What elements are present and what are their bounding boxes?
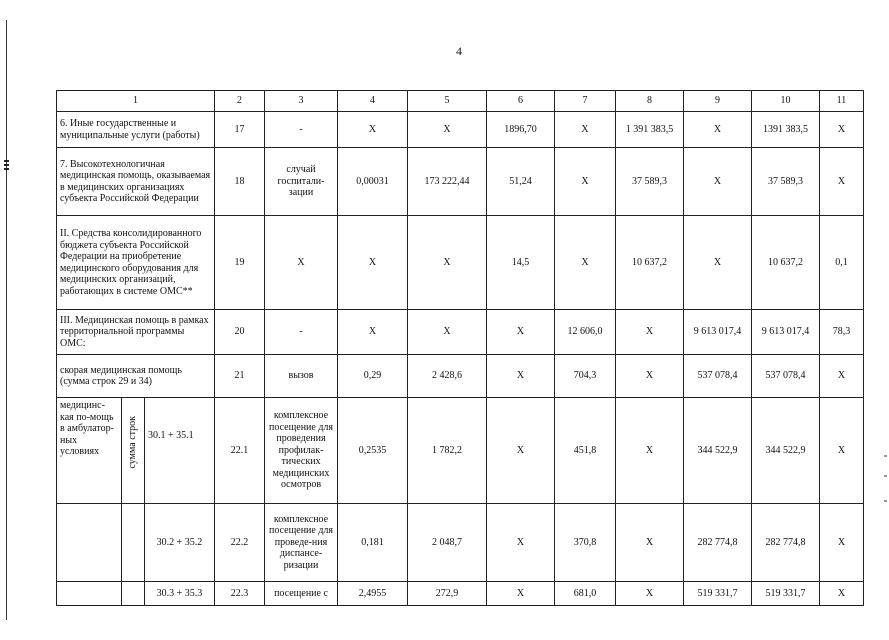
- table-cell: 22.2: [215, 504, 265, 582]
- table-row: [57, 582, 864, 606]
- header-cell: 7: [555, 91, 616, 112]
- table-cell: 17: [215, 112, 265, 148]
- group-vertical-label: сумма строк: [127, 416, 139, 469]
- table-header-row: [57, 91, 864, 112]
- table-cell: Х: [684, 216, 752, 310]
- table-cell: Х: [487, 355, 555, 398]
- table-row: [57, 355, 864, 398]
- header-cell: 4: [338, 91, 408, 112]
- subrow-ref: 30.3 + 35.3: [145, 582, 215, 606]
- scan-edge-mark: [884, 455, 887, 457]
- table-cell: Х: [820, 148, 864, 216]
- group-label: медицинс-кая по-мощь в амбулатор-ных условиях: [57, 398, 122, 504]
- table-cell: Х: [616, 398, 684, 504]
- row-label: III. Медицинская помощь в рамках территориальной программы ОМС:: [57, 310, 215, 355]
- table-cell: 519 331,7: [752, 582, 820, 606]
- table-cell: 537 078,4: [684, 355, 752, 398]
- table-cell: 1 782,2: [408, 398, 487, 504]
- header-cell: 5: [408, 91, 487, 112]
- table-cell: Х: [555, 216, 616, 310]
- table-cell: 2,4955: [338, 582, 408, 606]
- empty-cell: [122, 582, 145, 606]
- scan-edge-line: [6, 20, 7, 620]
- table-cell: 519 331,7: [684, 582, 752, 606]
- table-row: [57, 148, 864, 216]
- row-label: 6. Иные государственные и муниципальные услуги (работы): [57, 112, 215, 148]
- table-cell: Х: [338, 310, 408, 355]
- table-cell: Х: [555, 148, 616, 216]
- table-cell: Х: [616, 355, 684, 398]
- header-cell: 1: [57, 91, 215, 112]
- header-cell: 3: [265, 91, 338, 112]
- table-cell: 344 522,9: [752, 398, 820, 504]
- table-cell: 173 222,44: [408, 148, 487, 216]
- row-label: II. Средства консолидированного бюджета субъекта Российской Федерации на приобретение медицинского оборудования для медицинских организаций, работающих в системе ОМС**: [57, 216, 215, 310]
- table-cell: 0,00031: [338, 148, 408, 216]
- table-cell: Х: [820, 582, 864, 606]
- table-cell: Х: [820, 398, 864, 504]
- table-cell: 0,1: [820, 216, 864, 310]
- table-cell: 37 589,3: [752, 148, 820, 216]
- header-cell: 9: [684, 91, 752, 112]
- table-cell: Х: [338, 112, 408, 148]
- table-cell: Х: [684, 112, 752, 148]
- table-row: [57, 398, 864, 504]
- scan-edge-mark: [884, 475, 887, 477]
- table-cell: 681,0: [555, 582, 616, 606]
- table-cell: Х: [408, 310, 487, 355]
- table-cell: 282 774,8: [684, 504, 752, 582]
- table-cell: 1 391 383,5: [616, 112, 684, 148]
- table-cell: 1896,70: [487, 112, 555, 148]
- table-cell: Х: [487, 504, 555, 582]
- empty-cell: [57, 504, 122, 582]
- table-cell: 370,8: [555, 504, 616, 582]
- table-cell: посещение с: [265, 582, 338, 606]
- table-cell: 22.1: [215, 398, 265, 504]
- header-cell: 8: [616, 91, 684, 112]
- table-cell: 9 613 017,4: [752, 310, 820, 355]
- header-cell: 11: [820, 91, 864, 112]
- table-cell: Х: [408, 216, 487, 310]
- table-cell: 10 637,2: [752, 216, 820, 310]
- table-cell: -: [265, 112, 338, 148]
- table-cell: 37 589,3: [616, 148, 684, 216]
- table-cell: 0,181: [338, 504, 408, 582]
- table-cell: вызов: [265, 355, 338, 398]
- table-cell: 20: [215, 310, 265, 355]
- header-cell: 10: [752, 91, 820, 112]
- group-vertical-label-cell: [122, 398, 145, 504]
- table-row: [57, 310, 864, 355]
- table-cell: Х: [487, 310, 555, 355]
- subrow-ref: 30.1 + 35.1: [145, 398, 215, 504]
- table-cell: 78,3: [820, 310, 864, 355]
- table-cell: Х: [555, 112, 616, 148]
- row-label: 7. Высокотехнологичная медицинская помощь, оказываемая в медицинских организациях субъекта Российской Федерации: [57, 148, 215, 216]
- page-number: 4: [456, 44, 462, 58]
- table-cell: 51,24: [487, 148, 555, 216]
- table-cell: 1391 383,5: [752, 112, 820, 148]
- table-cell: 537 078,4: [752, 355, 820, 398]
- data-table: [56, 90, 864, 606]
- table-cell: 18: [215, 148, 265, 216]
- table-cell: Х: [820, 504, 864, 582]
- table-cell: Х: [265, 216, 338, 310]
- table-cell: 0,2535: [338, 398, 408, 504]
- scan-edge-mark: [4, 160, 9, 162]
- table-cell: Х: [820, 355, 864, 398]
- table-cell: Х: [616, 310, 684, 355]
- table-cell: 0,29: [338, 355, 408, 398]
- table-cell: 19: [215, 216, 265, 310]
- table-cell: 22.3: [215, 582, 265, 606]
- scan-edge-mark: [4, 168, 9, 170]
- table-cell: 344 522,9: [684, 398, 752, 504]
- table-cell: Х: [487, 398, 555, 504]
- table-row: [57, 216, 864, 310]
- table-cell: Х: [820, 112, 864, 148]
- table-cell: случай госпитали-зации: [265, 148, 338, 216]
- table-cell: комплексное посещение для проведе-ния диспансе-ризации: [265, 504, 338, 582]
- table-cell: 451,8: [555, 398, 616, 504]
- table-row: [57, 112, 864, 148]
- table-cell: 12 606,0: [555, 310, 616, 355]
- table-cell: Х: [616, 582, 684, 606]
- table-cell: Х: [408, 112, 487, 148]
- table-cell: 14,5: [487, 216, 555, 310]
- table-cell: -: [265, 310, 338, 355]
- table-cell: 2 428,6: [408, 355, 487, 398]
- scan-edge-mark: [4, 164, 9, 166]
- header-cell: 2: [215, 91, 265, 112]
- table-cell: 10 637,2: [616, 216, 684, 310]
- empty-cell: [122, 504, 145, 582]
- row-label: скорая медицинская помощь (сумма строк 29 и 34): [57, 355, 215, 398]
- table-row: [57, 504, 864, 582]
- table-cell: 282 774,8: [752, 504, 820, 582]
- table-cell: Х: [684, 148, 752, 216]
- table-cell: Х: [487, 582, 555, 606]
- table-cell: комплексное посещение для проведения профилак-тических медицинских осмотров: [265, 398, 338, 504]
- table-cell: Х: [616, 504, 684, 582]
- subrow-ref: 30.2 + 35.2: [145, 504, 215, 582]
- table-cell: 2 048,7: [408, 504, 487, 582]
- table-cell: 9 613 017,4: [684, 310, 752, 355]
- table-cell: 704,3: [555, 355, 616, 398]
- table-cell: 21: [215, 355, 265, 398]
- table-cell: Х: [338, 216, 408, 310]
- table-cell: 272,9: [408, 582, 487, 606]
- header-cell: 6: [487, 91, 555, 112]
- scan-edge-mark: [884, 500, 887, 502]
- empty-cell: [57, 582, 122, 606]
